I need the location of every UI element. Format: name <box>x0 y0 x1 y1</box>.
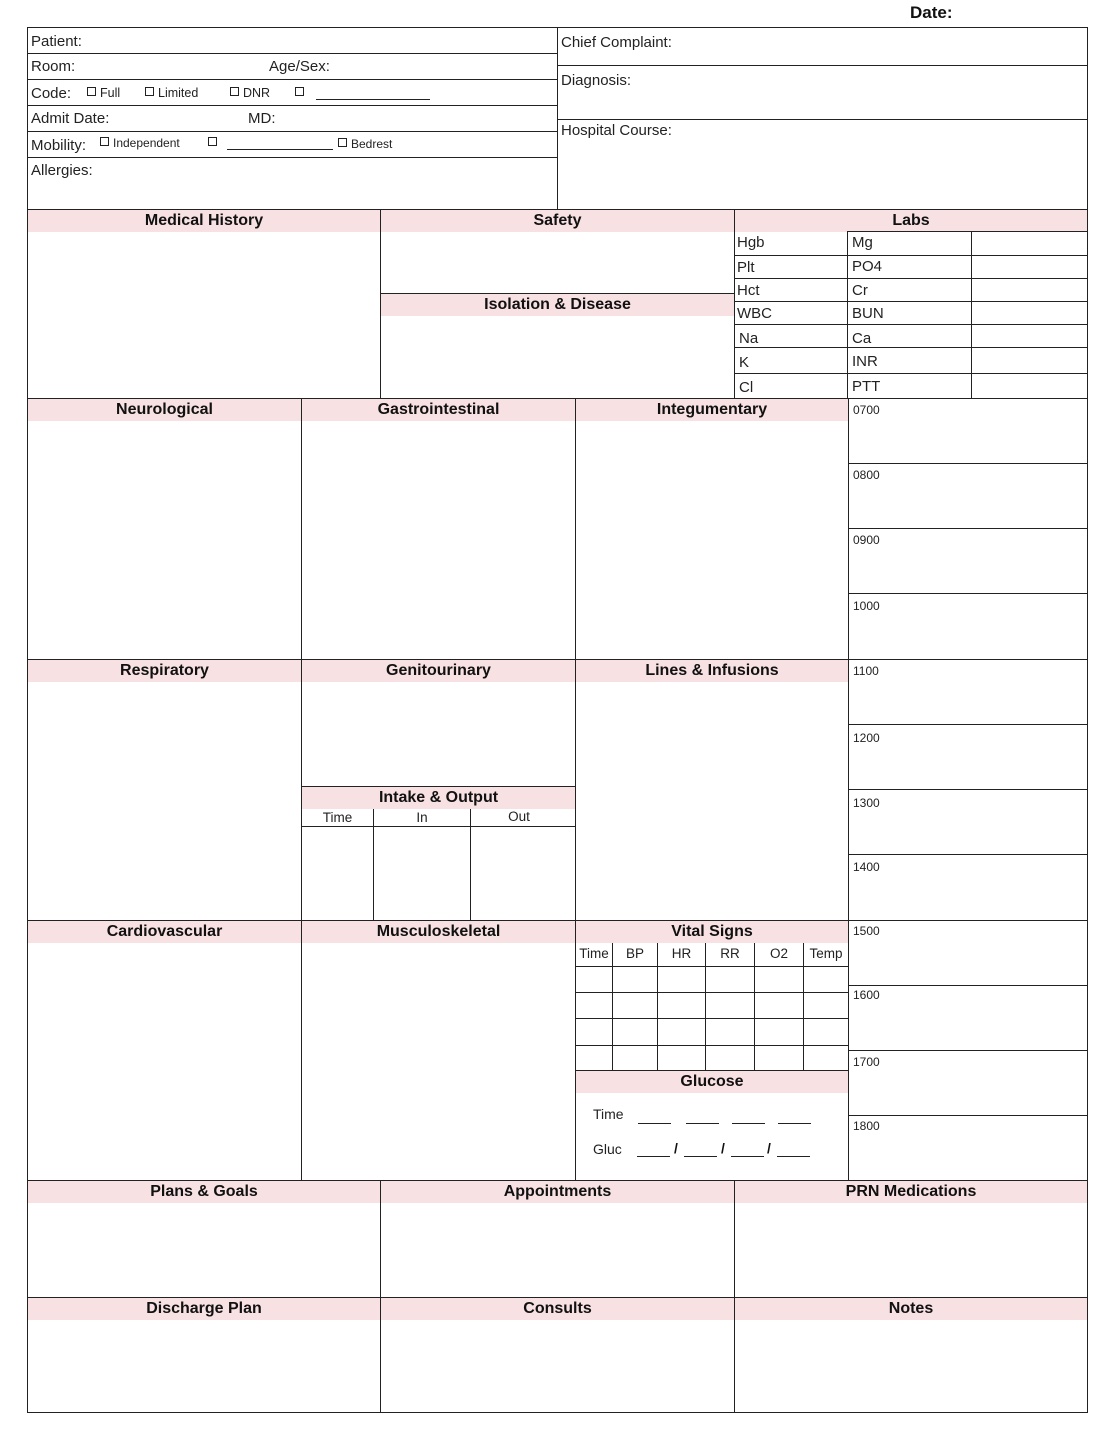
glucose-time-2[interactable] <box>686 1110 719 1124</box>
hour-1300: 1300 <box>853 796 880 810</box>
code-option-other[interactable] <box>295 86 430 100</box>
musculoskeletal-area[interactable] <box>303 944 573 1179</box>
lab-plt: Plt <box>737 259 755 276</box>
code-option-full[interactable]: Full <box>87 86 120 100</box>
consults-header: Consults <box>381 1298 734 1320</box>
discharge-plan-area[interactable] <box>29 1321 379 1411</box>
vitals-col-rr: RR <box>720 946 740 961</box>
io-col-out: Out <box>508 809 530 824</box>
checkbox-icon <box>145 87 154 96</box>
glucose-time-4[interactable] <box>778 1110 811 1124</box>
glucose-separator: / <box>674 1140 678 1156</box>
musculoskeletal-header: Musculoskeletal <box>302 921 575 943</box>
safety-header: Safety <box>381 210 734 232</box>
consults-area[interactable] <box>382 1321 732 1411</box>
lines-infusions-area[interactable] <box>577 683 846 918</box>
hour-0900: 0900 <box>853 533 880 547</box>
checkbox-icon <box>295 87 304 96</box>
gastrointestinal-header: Gastrointestinal <box>302 399 575 421</box>
plans-goals-header: Plans & Goals <box>28 1181 380 1203</box>
vitals-col-hr: HR <box>671 946 692 961</box>
lab-po4: PO4 <box>852 258 883 275</box>
hour-1700: 1700 <box>853 1055 880 1069</box>
genitourinary-area[interactable] <box>303 683 573 784</box>
medical-history-area[interactable] <box>29 233 379 397</box>
age-sex-field[interactable] <box>342 56 552 78</box>
vitals-col-temp: Temp <box>809 946 843 961</box>
patient-label: Patient: <box>31 33 82 50</box>
chief-complaint-field[interactable] <box>690 30 1085 64</box>
vitals-col-o2: O2 <box>769 946 788 961</box>
respiratory-area[interactable] <box>29 683 299 918</box>
hour-1400: 1400 <box>853 860 880 874</box>
prn-medications-area[interactable] <box>736 1204 1086 1296</box>
lab-wbc: WBC <box>737 305 772 322</box>
safety-area[interactable] <box>382 233 732 291</box>
hour-1000: 1000 <box>853 599 880 613</box>
cardiovascular-area[interactable] <box>29 944 299 1179</box>
neurological-area[interactable] <box>29 422 299 657</box>
age-sex-label: Age/Sex: <box>269 58 330 75</box>
vital-signs-header: Vital Signs <box>576 921 848 943</box>
cardiovascular-header: Cardiovascular <box>28 921 301 943</box>
lab-ca: Ca <box>852 330 872 347</box>
code-option-dnr[interactable]: DNR <box>230 86 270 100</box>
md-label: MD: <box>248 110 276 127</box>
io-col-in: In <box>416 810 428 825</box>
glucose-value-2[interactable] <box>684 1142 717 1157</box>
plans-goals-area[interactable] <box>29 1204 379 1296</box>
appointments-header: Appointments <box>381 1181 734 1203</box>
medical-history-header: Medical History <box>28 210 380 232</box>
isolation-area[interactable] <box>382 317 732 397</box>
patient-field[interactable] <box>95 30 555 52</box>
glucose-value-1[interactable] <box>637 1142 670 1157</box>
allergies-label: Allergies: <box>31 162 93 179</box>
io-out-cell[interactable] <box>471 827 574 919</box>
genitourinary-header: Genitourinary <box>302 660 575 682</box>
hour-1100: 1100 <box>853 664 879 678</box>
labs-header: Labs <box>735 210 1087 232</box>
glucose-header: Glucose <box>576 1071 848 1093</box>
code-label: Code: <box>31 85 72 102</box>
appointments-area[interactable] <box>382 1204 732 1296</box>
mobility-option-independent[interactable]: Independent <box>100 136 180 150</box>
notes-header: Notes <box>735 1298 1087 1320</box>
glucose-time-label: Time <box>593 1106 624 1122</box>
prn-medications-header: PRN Medications <box>735 1181 1087 1203</box>
hospital-course-field[interactable] <box>559 142 1085 208</box>
lab-cr: Cr <box>852 282 868 299</box>
admit-date-field[interactable] <box>122 108 242 130</box>
lab-inr: INR <box>852 353 878 370</box>
discharge-plan-header: Discharge Plan <box>28 1298 380 1320</box>
date-label: Date: <box>910 3 953 22</box>
admit-date-label: Admit Date: <box>31 110 110 127</box>
lab-cl: Cl <box>739 379 754 396</box>
mobility-option-bedrest[interactable]: Bedrest <box>338 137 392 151</box>
vitals-col-time: Time <box>579 946 609 961</box>
lab-bun: BUN <box>852 305 884 322</box>
diagnosis-field[interactable] <box>559 92 1085 118</box>
hour-0700: 0700 <box>853 403 880 417</box>
hour-1600: 1600 <box>853 988 880 1002</box>
checkbox-icon <box>230 87 239 96</box>
diagnosis-label: Diagnosis: <box>561 72 632 89</box>
isolation-header: Isolation & Disease <box>381 294 734 316</box>
hour-1500: 1500 <box>853 924 880 938</box>
glucose-value-3[interactable] <box>731 1142 764 1157</box>
checkbox-icon <box>100 137 109 146</box>
mobility-label: Mobility: <box>31 137 87 154</box>
hour-1800: 1800 <box>853 1119 880 1133</box>
lab-hgb: Hgb <box>737 234 765 251</box>
mobility-option-other[interactable] <box>208 136 333 150</box>
room-label: Room: <box>31 58 76 75</box>
hour-0800: 0800 <box>853 468 880 482</box>
hospital-course-label: Hospital Course: <box>561 122 672 139</box>
io-col-time: Time <box>322 810 353 825</box>
lab-na: Na <box>739 330 759 347</box>
code-option-limited[interactable]: Limited <box>145 86 198 100</box>
intake-output-header: Intake & Output <box>302 787 575 809</box>
room-field[interactable] <box>85 56 265 78</box>
lab-ptt: PTT <box>852 378 881 395</box>
io-in-cell[interactable] <box>374 827 469 919</box>
md-field[interactable] <box>282 108 552 130</box>
lab-k: K <box>739 354 750 371</box>
checkbox-icon <box>208 137 217 146</box>
gastrointestinal-area[interactable] <box>303 422 573 657</box>
vitals-col-bp: BP <box>625 946 644 961</box>
glucose-time-1[interactable] <box>638 1110 671 1124</box>
hour-1200: 1200 <box>853 731 880 745</box>
integumentary-header: Integumentary <box>576 399 848 421</box>
glucose-value-4[interactable] <box>777 1142 810 1157</box>
integumentary-area[interactable] <box>577 422 846 657</box>
glucose-separator: / <box>721 1140 725 1156</box>
allergies-field[interactable] <box>29 182 555 208</box>
glucose-time-3[interactable] <box>732 1110 765 1124</box>
lab-mg: Mg <box>852 234 873 251</box>
vitals-entry-grid[interactable] <box>576 967 847 1070</box>
respiratory-header: Respiratory <box>28 660 301 682</box>
lab-hct: Hct <box>737 282 760 299</box>
glucose-gluc-label: Gluc <box>593 1141 622 1157</box>
chief-complaint-label: Chief Complaint: <box>561 34 672 51</box>
glucose-separator: / <box>767 1140 771 1156</box>
checkbox-icon <box>87 87 96 96</box>
neurological-header: Neurological <box>28 399 301 421</box>
checkbox-icon <box>338 138 347 147</box>
lines-infusions-header: Lines & Infusions <box>576 660 848 682</box>
io-time-cell[interactable] <box>302 827 372 919</box>
notes-area[interactable] <box>736 1321 1086 1411</box>
